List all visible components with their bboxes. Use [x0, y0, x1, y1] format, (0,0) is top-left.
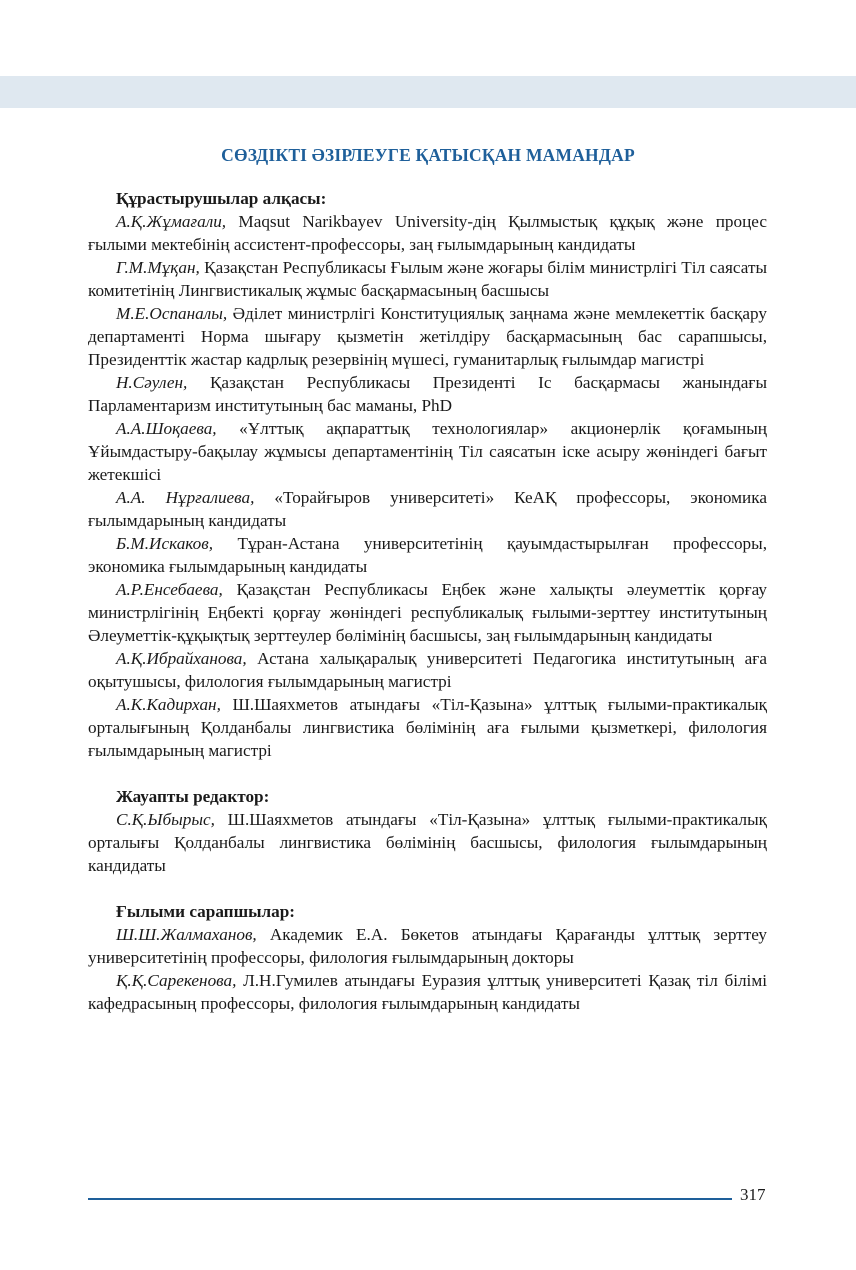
footer-rule — [88, 1198, 732, 1200]
person-name: Б.М.Искаков, — [116, 534, 214, 553]
person-name: М.Е.Оспаналы, — [116, 304, 228, 323]
person-description: Қазақстан Республикасы Президенті Іс басқармасы жанындағы Парламентаризм институтының бас маманы, PhD — [88, 373, 767, 415]
person-description: Ш.Шаяхметов атындағы «Тіл-Қазына» ұлттық ғылыми-практикалық орталығы Қолданбалы лингвистика бөлімінің басшысы, филология ғылымдарының кандидаты — [88, 810, 767, 875]
person-description: Қазақстан Республикасы Еңбек және халықты әлеуметтік қорғау министрлігінің Еңбекті қорғау жөніндегі республикалық ғылыми-зерттеу институтының Әлеуметтік-құқықтық зерттеулер бөлімінің басшысы, заң ғылымдарының кандидаты — [88, 580, 767, 645]
person-description: Академик Е.А. Бөкетов атындағы Қарағанды ұлттық зерттеу университетінің профессоры, филология ғылымдарының докторы — [88, 925, 767, 967]
list-item — [88, 302, 767, 371]
person-name: А.А.Шоқаева, — [116, 419, 217, 438]
compilers-list — [88, 210, 767, 762]
person-name: А.Қ.Жұмағали, — [116, 212, 227, 231]
editor-list — [88, 808, 767, 877]
person-description: Әділет министрлігі Конституциялық заңнама және мемлекеттік басқару департаменті Норма шығару қызметін жетілдіру басқармасының бас сарапшысы, Президенттік жастар кадрлық резервінің мүшесі, гуманитарлық ғылымдар магистрі — [88, 304, 767, 369]
list-item — [88, 371, 767, 417]
person-name: А.Р.Енсебаева, — [116, 580, 223, 599]
list-item — [88, 578, 767, 647]
section-spacer — [88, 762, 767, 785]
person-name: А.К.Кадирхан, — [116, 695, 221, 714]
page-number: 317 — [740, 1185, 766, 1204]
list-item — [88, 808, 767, 877]
person-name: Г.М.Мұқан, — [116, 258, 200, 277]
person-description: Ш.Шаяхметов атындағы «Тіл-Қазына» ұлттық ғылыми-практикалық орталығының Қолданбалы лингвистика бөлімінің аға ғылыми қызметкері, филология ғылымдарының магистрі — [88, 695, 767, 760]
person-description: Maqsut Narikbayev University-дің Қылмыстық құқық және процес ғылыми мектебінің ассистент-профессоры, заң ғылымдарының кандидаты — [88, 212, 767, 254]
header-band — [0, 76, 856, 108]
reviewers-list — [88, 923, 767, 1015]
person-name: Ш.Ш.Жалмаханов, — [116, 925, 257, 944]
person-name: Қ.Қ.Сарекенова, — [116, 971, 237, 990]
compilers-heading: Құрастырушылар алқасы: — [116, 189, 327, 208]
person-name: Н.Сәулен, — [116, 373, 188, 392]
reviewers-heading: Ғылыми сарапшылар: — [116, 902, 296, 921]
list-item — [88, 647, 767, 693]
list-item — [88, 693, 767, 762]
person-description: Астана халықаралық университеті Педагогика институтының аға оқытушысы, филология ғылымдарының магистрі — [88, 649, 767, 691]
list-item — [88, 210, 767, 256]
list-item — [88, 486, 767, 532]
person-description: Қазақстан Республикасы Ғылым және жоғары білім министрлігі Тіл саясаты комитетінің Лингвистикалық жұмыс басқармасының басшысы — [88, 258, 767, 300]
editor-heading: Жауапты редактор: — [116, 787, 270, 806]
list-item — [88, 969, 767, 1015]
person-description: «Ұлттық ақпараттық технологиялар» акционерлік қоғамының Ұйымдастыру-бақылау жұмысы департаментінің Тіл саясатын іске асыру жөніндегі бағыт жетекшісі — [88, 419, 767, 484]
section-spacer — [88, 877, 767, 900]
person-name: С.Қ.Ыбырыс, — [116, 810, 215, 829]
list-item — [88, 532, 767, 578]
list-item — [88, 256, 767, 302]
person-description: «Торайғыров университеті» КеАҚ профессоры, экономика ғылымдарының кандидаты — [88, 488, 767, 530]
person-name: А.А. Нұрғалиева, — [116, 488, 255, 507]
person-name: А.Қ.Ибрайханова, — [116, 649, 247, 668]
person-description: Тұран-Астана университетінің қауымдастырылған профессоры, экономика ғылымдарының кандидаты — [88, 534, 767, 576]
list-item — [88, 923, 767, 969]
list-item — [88, 417, 767, 486]
person-description: Л.Н.Гумилев атындағы Еуразия ұлттық университеті Қазақ тіл білімі кафедрасының профессоры, филология ғылымдарының кандидаты — [88, 971, 767, 1013]
page-content — [88, 187, 767, 1015]
page-title: СӨЗДІКТІ ӘЗІРЛЕУГЕ ҚАТЫСҚАН МАМАНДАР — [221, 145, 635, 165]
